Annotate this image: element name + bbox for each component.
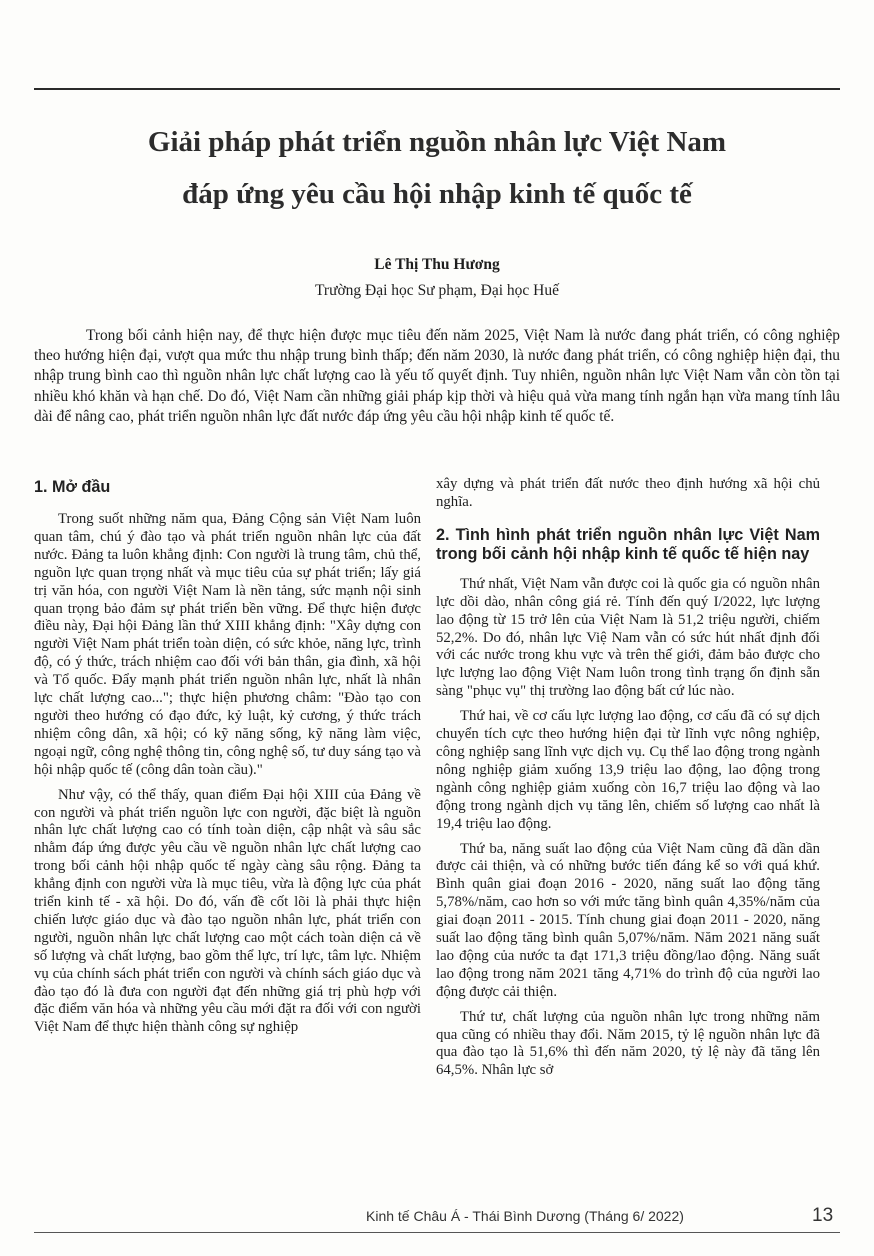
footer-rule (34, 1232, 840, 1233)
article-title (40, 116, 834, 220)
section-2-paragraph-2: Thứ hai, về cơ cấu lực lượng lao động, cơ cấu đã có sự dịch chuyển tích cực theo hướng hiện đại từ lĩnh vực nông nghiệp, công nghiệp sang lĩnh vực dịch vụ. Cụ thể lao động trong ngành nông nghiệp giảm xuống 13,9 triệu lao động, lao động trong ngành công nghiệp giảm xuống còn 16,7 triệu lao động và lao động trong ngành dịch vụ tăng lên, chiếm số lượng cao nhất là 19,4 triệu lao động. (436, 708, 820, 832)
page-number: 13 (812, 1205, 834, 1226)
abstract: Trong bối cảnh hiện nay, để thực hiện được mục tiêu đến năm 2025, Việt Nam là nước đang phát triển, có công nghiệp theo hướng hiện đại, vượt qua mức thu nhập trung bình thấp; đến năm 2030, là nước đang phát triển, có công nghiệp hiện đại, thu nhập trung bình cao thì nguồn nhân lực chất lượng cao là yếu tố quyết định. Tuy nhiên, nguồn nhân lực Việt Nam vẫn còn tồn tại nhiều khó khăn và hạn chế. Do đó, Việt Nam cần những giải pháp kịp thời và hiệu quả vừa mang tính ngắn hạn vừa mang tính lâu dài để nâng cao, phát triển nguồn nhân lực đất nước đáp ứng yêu cầu hội nhập kinh tế quốc tế. (34, 327, 840, 425)
author-name: Lê Thị Thu Hương (374, 256, 500, 273)
title-line-2: đáp ứng yêu cầu hội nhập kinh tế quốc tế (182, 178, 692, 210)
title-line-1: Giải pháp phát triển nguồn nhân lực Việt Nam (147, 126, 727, 158)
section-2-paragraph-4: Thứ tư, chất lượng của nguồn nhân lực trong những năm qua cũng có nhiều thay đổi. Năm 2015, tỷ lệ nguồn nhân lực đã qua đào tạo là 51,6% thì đến năm 2020, tỷ lệ này đã tăng lên 64,5%. Nhân lực sở (436, 1008, 820, 1079)
section-1-heading: 1. Mở đầu (34, 478, 111, 496)
left-column (34, 476, 421, 1044)
section-1-paragraph-2: Như vậy, có thể thấy, quan điểm Đại hội XIII của Đảng về con người và phát triển nguồn lực con người, đặc biệt là nguồn nhân lực chất lượng cao có tính toàn diện, cập nhật và sâu sắc nhằm đáp ứng được yêu cầu về nguồn nhân lực chất lượng cao trong bối cảnh hội nhập quốc tế ngày càng sâu rộng. Đảng ta khẳng định con người vừa là mục tiêu, vừa là động lực của phát triển kinh tế - xã hội. Do đó, vấn đề cốt lõi là phải thực hiện chiến lược giáo dục và đào tạo nguồn nhân lực, phát triển con người, nguồn nhân lực chất lượng cao một cách toàn diện cả về số lượng và chất lượng, bao gồm thể lực, trí lực, tâm lực. Nhiệm vụ của chính sách phát triển con người và chính sách giáo dục và đào tạo đó là đưa con người đạt đến những giá trị phù hợp với đặc điểm văn hóa và những yêu cầu mới đặt ra đối với con người Việt Nam để thực hiện thành công sự nghiệp (34, 786, 421, 1036)
section-2-paragraph-1: Thứ nhất, Việt Nam vẫn được coi là quốc gia có nguồn nhân lực dồi dào, nhân công giá rẻ. Tính đến quý I/2022, lực lượng lao động từ 15 trở lên của Việt Nam là 51,2 triệu người, chiếm 52,2%. Do đó, nhân lực Việ Nam vẫn có sức hút nhất định đối với các nước trong khu vực và trên thế giới, đảm bảo được cho lực lượng lao động Việt Nam luôn trong tình trạng ổn định sẵn sàng "phục vụ" thị trường lao động bất cứ lúc nào. (436, 575, 820, 700)
journal-name: Kinh tế Châu Á - Thái Bình Dương (Tháng 6/ 2022) (366, 1208, 684, 1224)
author-affiliation: Trường Đại học Sư phạm, Đại học Huế (315, 282, 559, 299)
section-2-heading: 2. Tình hình phát triển nguồn nhân lực Việt Nam trong bối cảnh hội nhập kinh tế quốc tế hiện nay (436, 525, 820, 563)
right-column (436, 476, 820, 1087)
section-1-paragraph-1: Trong suốt những năm qua, Đảng Cộng sản Việt Nam luôn quan tâm, chú ý đào tạo và phát triển nguồn nhân lực của đất nước. Đảng ta luôn khẳng định: Con người là trung tâm, chủ thể, nguồn lực quan trọng nhất và mục tiêu của sự phát triển; lấy giá trị văn hóa, con người Việt Nam là nền tảng, sức mạnh nội sinh quan trọng bảo đảm sự phát triển bền vững. Để thực hiện được điều này, Đại hội Đảng lần thứ XIII khẳng định: "Xây dựng con người Việt Nam phát triển toàn diện, có sức khỏe, năng lực, trình độ, có ý thức, trách nhiệm cao đối với bản thân, gia đình, xã hội và Tổ quốc. Đẩy mạnh phát triển nguồn nhân lực, nhất là nhân lực chất lượng cao..."; thực hiện phương châm: "Đào tạo con người theo hướng có đạo đức, kỷ luật, kỷ cương, ý thức trách nhiệm công dân, xã hội; có kỹ năng sống, kỹ năng làm việc, ngoại ngữ, công nghệ thông tin, công nghệ số, tư duy sáng tạo và hội nhập quốc tế (công dân toàn cầu)." (34, 511, 421, 778)
section-2-paragraph-3: Thứ ba, năng suất lao động của Việt Nam cũng đã dần dần được cải thiện, và có những bước tiến đáng kể so với quá khứ. Bình quân giai đoạn 2016 - 2020, năng suất lao động tăng 5,78%/năm, cao hơn so với mức tăng bình quân 4,35%/năm của giai đoạn 2011 - 2015. Tính chung giai đoạn 2011 - 2020, năng suất lao động tăng bình quân 5,07%/năm. Năm 2021 năng suất lao động của nước ta đạt 171,3 triệu đồng/lao động. Năng suất lao động trong năm 2021 tăng 4,71% do trình độ của người lao động được cải thiện. (436, 840, 820, 1000)
header-rule (34, 88, 840, 90)
section-1-continuation: xây dựng và phát triển đất nước theo định hướng xã hội chủ nghĩa. (436, 476, 820, 510)
